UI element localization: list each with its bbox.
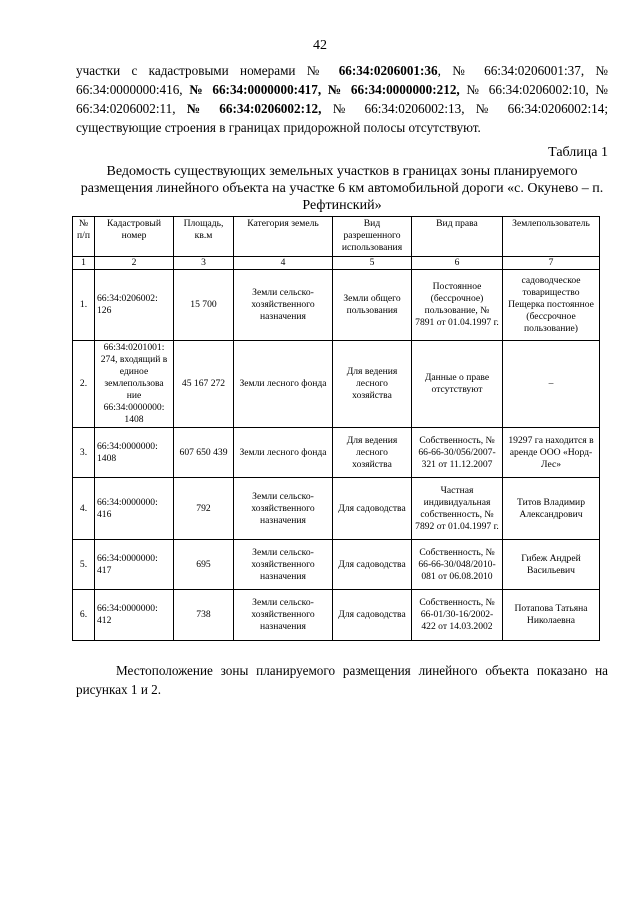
header-cadastral: Кадастровый номер xyxy=(95,217,174,257)
header-use: Вид разрешенного использования xyxy=(333,217,412,257)
intro-text-2: , № 66:34:0206001:37, № 66:34:0000000:416, xyxy=(76,63,609,97)
cell-area: 792 xyxy=(174,478,234,540)
table-label: Таблица 1 xyxy=(548,145,608,160)
table-row xyxy=(73,270,600,341)
column-number: 3 xyxy=(174,257,234,270)
intro-bold-2: № 66:34:0000000:417, xyxy=(189,82,322,97)
header-no: № п/п xyxy=(73,217,95,257)
intro-paragraph xyxy=(76,61,608,137)
table-row xyxy=(73,540,600,590)
land-plots-table xyxy=(72,216,600,641)
cell-user: Потапова Татьяна Николаевна xyxy=(503,590,600,641)
cell-right: Частная индивидуальная собственность, № 7892 от 01.04.1997 г. xyxy=(412,478,503,540)
cell-category: Земли лесного фонда xyxy=(234,428,333,478)
header-area: Площадь, кв.м xyxy=(174,217,234,257)
table-title: Ведомость существующих земельных участков в границах зоны планируемого размещения линейного объекта на участке 6 км автомобильной дороги «с. Окунево – п. Рефтинский» xyxy=(80,164,604,213)
cell-category: Земли сельско-хозяйственного назначения xyxy=(234,590,333,641)
cell-user: Титов Владимир Александрович xyxy=(503,478,600,540)
page-number: 42 xyxy=(313,38,327,53)
cell-no: 3. xyxy=(73,428,95,478)
footer-paragraph: Местоположение зоны планируемого размещения линейного объекта показано на рисунках 1 и 2. xyxy=(76,663,608,697)
cell-no: 1. xyxy=(73,270,95,341)
column-number-row xyxy=(73,257,600,270)
intro-text-4: № 66:34:0206002:10, № 66:34:0206002:11, xyxy=(76,82,608,116)
column-number: 7 xyxy=(503,257,600,270)
cell-category: Земли сельско-хозяйственного назначения xyxy=(234,478,333,540)
header-right: Вид права xyxy=(412,217,503,257)
cell-use: Для ведения лесного хозяйства xyxy=(333,341,412,428)
cell-right: Собственность, № 66-01/30-16/2002-422 от 14.03.2002 xyxy=(412,590,503,641)
cell-use: Для садоводства xyxy=(333,540,412,590)
table-row xyxy=(73,428,600,478)
table-row xyxy=(73,341,600,428)
cell-area: 607 650 439 xyxy=(174,428,234,478)
column-number: 6 xyxy=(412,257,503,270)
cell-no: 5. xyxy=(73,540,95,590)
cell-right: Данные о праве отсутствуют xyxy=(412,341,503,428)
table-row xyxy=(73,478,600,540)
cell-category: Земли сельско-хозяйственного назначения xyxy=(234,540,333,590)
cell-use: Для ведения лесного хозяйства xyxy=(333,428,412,478)
cell-cadastral: 66:34:0000000: 1408 xyxy=(95,428,174,478)
cell-user: – xyxy=(503,341,600,428)
cell-no: 4. xyxy=(73,478,95,540)
cell-use: Для садоводства xyxy=(333,478,412,540)
cell-right: Постоянное (бессрочное) пользование, № 7891 от 01.04.1997 г. xyxy=(412,270,503,341)
header-user: Землепользователь xyxy=(503,217,600,257)
intro-text-1: участки с кадастровыми номерами № xyxy=(76,63,339,78)
cell-area: 738 xyxy=(174,590,234,641)
cell-category: Земли лесного фонда xyxy=(234,341,333,428)
cell-user: садоводческое товарищество Пещерка постоянное (бессрочное пользование) xyxy=(503,270,600,341)
table-row xyxy=(73,590,600,641)
cell-right: Собственность, № 66-66-30/048/2010-081 от 06.08.2010 xyxy=(412,540,503,590)
cell-category: Земли сельско-хозяйственного назначения xyxy=(234,270,333,341)
cell-cadastral: 66:34:0201001: 274, входящий в единое землепользова ние 66:34:0000000: 1408 xyxy=(95,341,174,428)
cell-use: Земли общего пользования xyxy=(333,270,412,341)
column-number: 2 xyxy=(95,257,174,270)
table-header-row xyxy=(73,217,600,257)
intro-text-5: № 66:34:0206002:13, № 66:34:0206002:14; существующие строения в границах придорожной полосы отсутствуют. xyxy=(76,101,608,135)
column-number: 5 xyxy=(333,257,412,270)
cell-user: 19297 га находится в аренде ООО «Норд-Лес» xyxy=(503,428,600,478)
cell-cadastral: 66:34:0000000: 416 xyxy=(95,478,174,540)
cell-no: 6. xyxy=(73,590,95,641)
cell-area: 45 167 272 xyxy=(174,341,234,428)
intro-bold-1: 66:34:0206001:36 xyxy=(338,63,438,78)
column-number: 1 xyxy=(73,257,95,270)
cell-cadastral: 66:34:0206002: 126 xyxy=(95,270,174,341)
cell-no: 2. xyxy=(73,341,95,428)
cell-cadastral: 66:34:0000000: 412 xyxy=(95,590,174,641)
cell-use: Для садоводства xyxy=(333,590,412,641)
header-category: Категория земель xyxy=(234,217,333,257)
column-number: 4 xyxy=(234,257,333,270)
intro-text-3 xyxy=(321,82,328,97)
intro-bold-3: № 66:34:0000000:212, xyxy=(327,82,460,97)
cell-right: Собственность, № 66-66-30/056/2007-321 от 11.12.2007 xyxy=(412,428,503,478)
cell-area: 15 700 xyxy=(174,270,234,341)
intro-bold-4: № 66:34:0206002:12, xyxy=(186,101,322,116)
cell-area: 695 xyxy=(174,540,234,590)
cell-cadastral: 66:34:0000000: 417 xyxy=(95,540,174,590)
cell-user: Гибеж Андрей Васильевич xyxy=(503,540,600,590)
